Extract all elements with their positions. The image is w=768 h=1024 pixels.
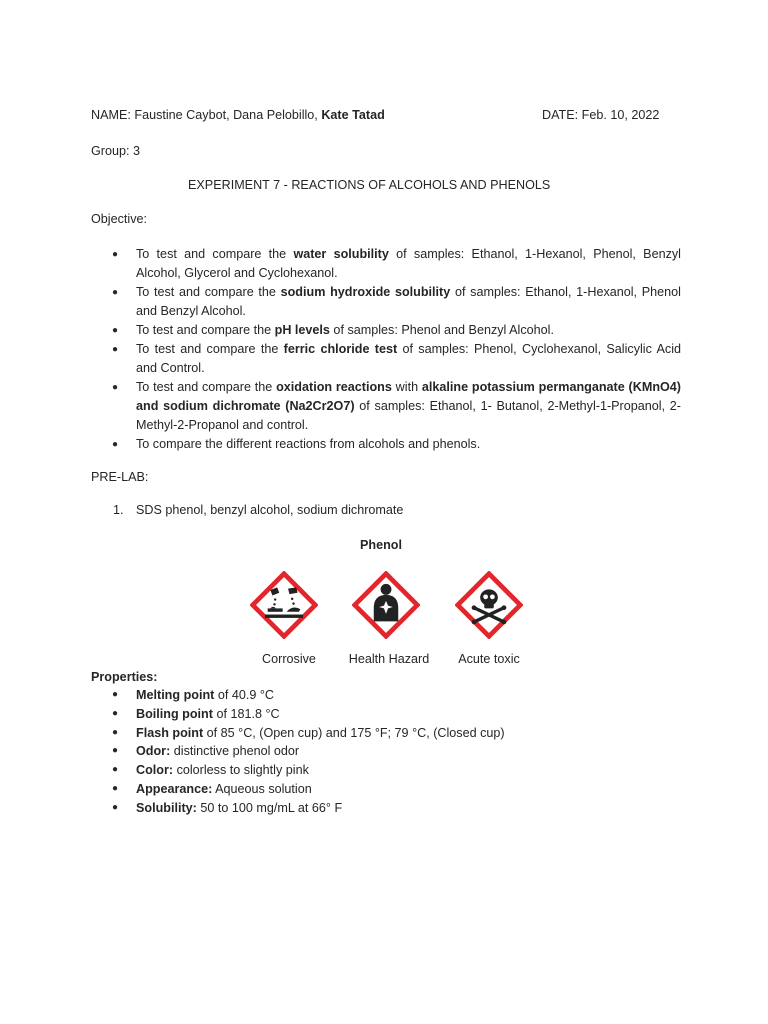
objective-heading: Objective: [91, 212, 147, 226]
skull-crossbones-icon [455, 571, 523, 639]
experiment-title: EXPERIMENT 7 - REACTIONS OF ALCOHOLS AND PHENOLS [188, 178, 551, 192]
property-item: ● Color: colorless to slightly pink [91, 761, 591, 780]
objective-item: ● To test and compare the oxidation reactions with alkaline potassium permanganate (KMnO4) and sodium dichromate (Na2Cr2O7) of samples: Ethanol, 1- Butanol, 2-Methyl-1-Propanol, 2-Methyl-2-Propanol and control. [91, 378, 681, 435]
pictogram-caption: Acute toxic [458, 652, 520, 666]
objective-item: ● To test and compare the water solubility of samples: Ethanol, 1-Hexanol, Phenol, Benzyl Alcohol, Glycerol and Cyclohexanol. [91, 245, 681, 283]
date-line: DATE: Feb. 10, 2022 [542, 108, 660, 122]
property-item: ● Flash point of 85 °C, (Open cup) and 175 °F; 79 °C, (Closed cup) [91, 724, 591, 743]
prelab-heading: PRE-LAB: [91, 470, 149, 484]
prelab-item: SDS phenol, benzyl alcohol, sodium dichromate [136, 503, 404, 517]
objective-item: ● To test and compare the ferric chloride test of samples: Phenol, Cyclohexanol, Salicylic Acid and Control. [91, 340, 681, 378]
property-item: ● Appearance: Aqueous solution [91, 780, 591, 799]
pictogram-caption: Health Hazard [348, 652, 430, 666]
property-item: ● Solubility: 50 to 100 mg/mL at 66° F [91, 799, 591, 818]
corrosive-icon [250, 571, 318, 639]
objective-item: ● To test and compare the sodium hydroxide solubility of samples: Ethanol, 1-Hexanol, Phenol and Benzyl Alcohol. [91, 283, 681, 321]
property-item: ● Boiling point of 181.8 °C [91, 705, 591, 724]
objective-item: ● To test and compare the pH levels of samples: Phenol and Benzyl Alcohol. [91, 321, 681, 340]
property-item: ● Melting point of 40.9 °C [91, 686, 591, 705]
name-bold: Kate Tatad [321, 108, 385, 122]
properties-list [91, 686, 591, 818]
prelab-item-number: 1. [113, 503, 124, 517]
pictogram-caption: Corrosive [262, 652, 316, 666]
properties-heading: Properties: [91, 670, 158, 684]
objective-item: ● To compare the different reactions from alcohols and phenols. [91, 435, 681, 454]
health-hazard-icon [352, 571, 420, 639]
objectives-list [91, 245, 681, 454]
name-line: NAME: Faustine Caybot, Dana Pelobillo, Kate Tatad [91, 108, 385, 122]
sds-title: Phenol [360, 538, 402, 552]
group-line: Group: 3 [91, 144, 141, 158]
property-item: ● Odor: distinctive phenol odor [91, 742, 591, 761]
